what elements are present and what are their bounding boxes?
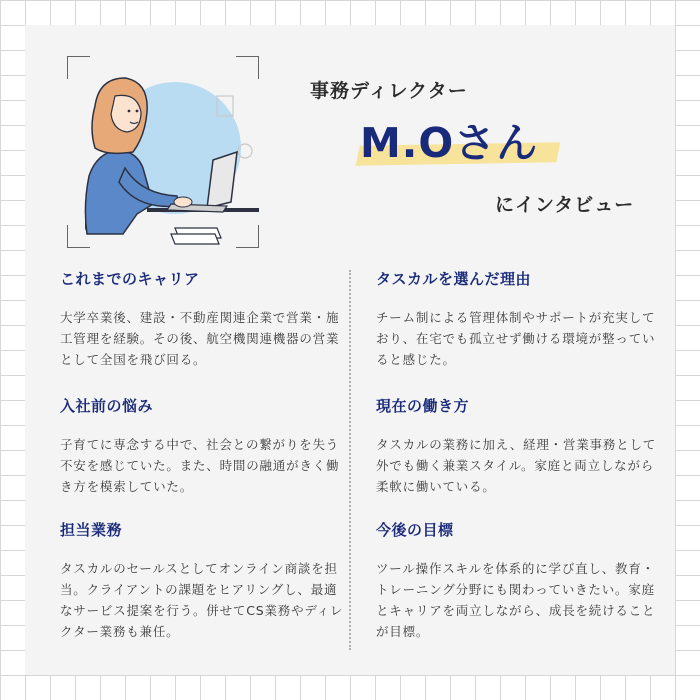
section-workstyle [376,395,666,497]
section-body: 大学卒業後、建設・不動産関連企業で営業・施工管理を経験。その後、航空機関連機器の営業として全国を飛び回る。 [60,310,340,367]
section-career [60,268,350,370]
section-body: ツール操作スキルを体系的に学び直し、教育・トレーニング分野にも関わっていきたい。家庭とキャリアを両立しながら、成長を続けることが目標。 [376,561,656,639]
role-title: 事務ディレクター [310,80,468,102]
section-body: タスカルのセールスとしてオンライン商談を担当。クライアントの課題をヒアリングし、最適なサービス提案を行う。併せてCS業務やディレクター業務も兼任。 [60,561,344,639]
section-title: タスカルを選んだ理由 [376,270,532,288]
woman-working-on-laptop-icon [67,56,259,248]
section-title: 現在の働き方 [376,397,470,415]
section-goals [376,519,666,642]
section-title: これまでのキャリア [60,270,200,288]
section-worries [60,395,350,497]
interview-subtitle: にインタビュー [495,194,635,216]
section-title: 担当業務 [60,521,123,539]
section-title: 今後の目標 [376,521,454,539]
interview-card [25,25,675,675]
section-body: 子育てに専念する中で、社会との繋がりを失う不安を感じていた。また、時間の融通がきく働き方を模索していた。 [60,437,340,494]
section-body: タスカルの業務に加え、経理・営業事務として外でも働く兼業スタイル。家庭と両立しながら柔軟に働いている。 [376,437,657,494]
section-duties [60,519,350,642]
section-reason [376,268,666,370]
interviewee-name: M.Oさん [360,119,539,167]
illustration-frame [67,56,259,248]
section-body: チーム制による管理体制やサポートが充実しており、在宅でも孤立せず働ける環境が整っていると感じた。 [376,310,656,367]
name-block [358,110,558,170]
section-title: 入社前の悩み [60,397,154,415]
